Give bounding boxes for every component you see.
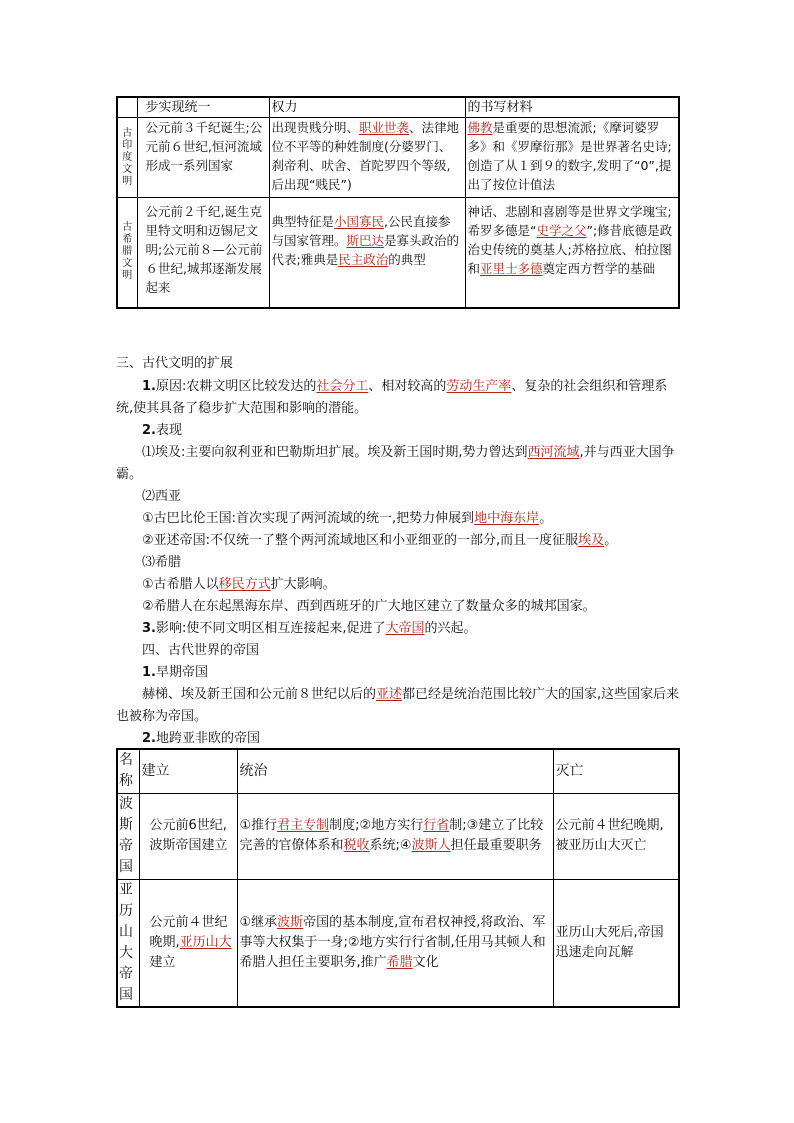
- table-cell: 公元前４世纪晚期,被亚历山大灭亡: [553, 793, 679, 879]
- item-number: 2.: [142, 731, 156, 746]
- answer-underline: 亚里士多德: [480, 261, 543, 276]
- table-cell: [465, 198, 679, 308]
- answer-underline: 埃及: [578, 533, 605, 548]
- answer-underline: 税收: [343, 838, 370, 853]
- empire-name-cell: [117, 793, 139, 879]
- text-span: ①推行: [239, 818, 278, 833]
- subheading: ⑶希腊: [142, 555, 182, 570]
- text-span: 文化: [412, 954, 439, 970]
- table-cell: [465, 118, 679, 198]
- header-text: 名称: [119, 752, 133, 790]
- answer-underline: 波斯: [277, 914, 304, 930]
- answer-underline: 大帝国: [385, 621, 425, 636]
- text-span: 、复杂的社会组织和管理系统,使其具备了稳步扩大范围和影响的潜能。: [116, 379, 668, 416]
- text-span: 的兴起。: [424, 621, 477, 636]
- table-cell: 公元前３千纪诞生;公元前６世纪,恒河流域形成一系列国家: [137, 118, 269, 198]
- answer-underline: 职业世袭: [359, 120, 410, 135]
- text-span: 担任最重要职务: [450, 838, 542, 853]
- text-span: 是寡头政治的代表;雅典是: [271, 233, 460, 267]
- table-cell: [237, 793, 553, 879]
- paragraph: [116, 508, 708, 530]
- table-header-cell: 统治: [237, 749, 553, 793]
- answer-underline: 佛教: [467, 120, 493, 135]
- table-header-cell: [117, 97, 137, 118]
- paragraph: [116, 662, 708, 684]
- text-span: 制度;②地方实行: [329, 818, 424, 833]
- table-cell: [269, 118, 465, 198]
- answer-underline: 斯巴达: [346, 233, 385, 248]
- paragraph: [116, 618, 708, 640]
- subheading: ⑵西亚: [142, 489, 182, 504]
- table-header-cell: 建立: [139, 749, 237, 793]
- text-span: 奠定西方哲学的基础: [542, 261, 656, 276]
- text-span: 帝国的基本制度,宣布君权神授,将政治、军事等大权集于一身;②地方实行行省制,任用马其顿人和希腊人担任主要职务,推广: [239, 914, 546, 970]
- table-header-cell: 的书写材料: [465, 97, 679, 118]
- empire-name: 波斯帝国: [119, 796, 133, 875]
- table-row: [117, 118, 679, 198]
- answer-underline: 亚历山大: [179, 934, 232, 950]
- paragraph: [116, 420, 708, 442]
- text-span: 赫梯、埃及新王国和公元前８世纪以后的: [142, 687, 377, 702]
- text-span: ①古巴比伦王国:首次实现了两河流域的统一,把势力伸展到: [142, 511, 475, 526]
- answer-underline: 劳动生产率: [446, 379, 512, 394]
- empire-name: 亚历山大帝国: [119, 881, 133, 1003]
- table-cell: 亚历山大死后,帝国迅速走向瓦解: [553, 879, 679, 1007]
- text-span: 、法律地位不平等的种姓制度(分婆罗门、刹帝利、吠舍、首陀罗四个等级,后出现“贱民”): [271, 120, 460, 192]
- text-span: 典型特征是: [271, 214, 335, 229]
- answer-underline: 西河流域: [527, 445, 580, 460]
- table-header-cell: 步实现统一: [137, 97, 269, 118]
- item-number: 1.: [142, 379, 156, 394]
- text-span: 神话、悲剧和喜剧等是世界文学瑰宝;希罗多德是“: [467, 204, 672, 238]
- section-heading: 四、古代世界的帝国: [142, 643, 260, 658]
- row-label-text: 古印度文明: [122, 127, 133, 187]
- empires-table: [116, 748, 680, 1008]
- table-cell: [237, 879, 553, 1007]
- text-span: 。: [539, 511, 553, 526]
- text-span: 公元前４世纪晚期,: [149, 914, 228, 950]
- table-header-cell: 权力: [269, 97, 465, 118]
- table-row: [117, 879, 679, 1007]
- answer-underline: 地中海东岸: [474, 511, 540, 526]
- item-number: 2.: [142, 423, 156, 438]
- text-span: ②亚述帝国:不仅统一了整个两河流域地区和小亚细亚的一部分,而且一度征服: [142, 533, 579, 548]
- text-span: 。: [604, 533, 618, 548]
- row-label-text: 古希腊文明: [122, 222, 133, 282]
- row-label-greece: [117, 198, 137, 308]
- text-span: 表现: [155, 423, 182, 438]
- answer-underline: 君主专制: [277, 818, 330, 833]
- paragraph: [116, 574, 708, 596]
- text-span: ,并与西亚大国争霸。: [116, 445, 675, 482]
- table-cell: 公元前２千纪,诞生克里特文明和迈锡尼文明;公元前８—公元前６世纪,城邦逐渐发展起来: [137, 198, 269, 308]
- text-span: 系统;④: [369, 838, 412, 853]
- text-span: 原因:农耕文明区比较发达的: [155, 379, 317, 394]
- text-span: 的典型: [388, 252, 426, 267]
- answer-underline: 波斯人: [411, 838, 451, 853]
- item-number: 3.: [142, 621, 156, 636]
- text-span: ①继承: [239, 914, 278, 930]
- answer-underline: 史学之父: [536, 223, 587, 238]
- paragraph: [116, 376, 682, 420]
- row-label-india: [117, 118, 137, 198]
- table-header-row: [117, 749, 679, 793]
- text-span: ⑴埃及:主要向叙利亚和巴勒斯坦扩展。埃及新王国时期,势力曾达到: [142, 445, 528, 460]
- table-row: [117, 793, 679, 879]
- answer-underline: 希腊: [386, 954, 413, 970]
- table-row: [117, 198, 679, 308]
- answer-underline: 亚述: [376, 687, 403, 702]
- item-number: 1.: [142, 665, 156, 680]
- text-span: ①古希腊人以: [142, 577, 219, 592]
- text-span: 早期帝国: [155, 665, 208, 680]
- answer-underline: 民主政治: [338, 252, 389, 267]
- text-span: 影响:使不同文明区相互连接起来,促进了: [155, 621, 386, 636]
- text-span: 都已经是统治范围比较广大的国家,这些国家后来也被称为帝国。: [116, 687, 680, 724]
- answer-underline: 行省: [423, 818, 450, 833]
- text-span: 扩大影响。: [270, 577, 336, 592]
- answer-underline: 社会分工: [316, 379, 369, 394]
- table-cell: 公元前6世纪,波斯帝国建立: [139, 793, 237, 879]
- answer-underline: 移民方式: [218, 577, 271, 592]
- table-header-row: [117, 97, 679, 118]
- empire-name-cell: [117, 879, 139, 1007]
- section-heading: 三、古代文明的扩展: [116, 356, 234, 371]
- answer-underline: 小国寡民: [334, 214, 385, 229]
- text-span: 制;③建立了比较完善的官僚体系和: [239, 818, 544, 853]
- paragraph: [116, 684, 682, 728]
- paragraph: [116, 530, 708, 552]
- text-span: 是重要的思想流派;《摩诃婆罗多》和《罗摩衍那》是世界著名史诗;创造了从１到９的数字,发明了“0”,提出了按位计值法: [467, 120, 672, 192]
- table-header-cell: 灭亡: [553, 749, 679, 793]
- table-cell: [139, 879, 237, 1007]
- paragraph: [116, 442, 682, 486]
- text-span: ”;修昔底德是政治史传统的奠基人;苏格拉底、柏拉图和: [467, 223, 673, 276]
- text-span: 地跨亚非欧的帝国: [155, 731, 260, 746]
- civilizations-table: [116, 96, 680, 309]
- text-span: ,公民直接参与国家管理。: [271, 214, 451, 248]
- table-cell: [269, 198, 465, 308]
- table-header-cell: [117, 749, 139, 793]
- paragraph: ②希腊人在东起黑海东岸、西到西班牙的广大地区建立了数量众多的城邦国家。: [142, 599, 596, 614]
- text-span: 建立: [149, 954, 176, 970]
- paragraph: [116, 728, 708, 750]
- text-span: 、相对较高的: [368, 379, 447, 394]
- text-span: 出现贵贱分明、: [271, 120, 360, 135]
